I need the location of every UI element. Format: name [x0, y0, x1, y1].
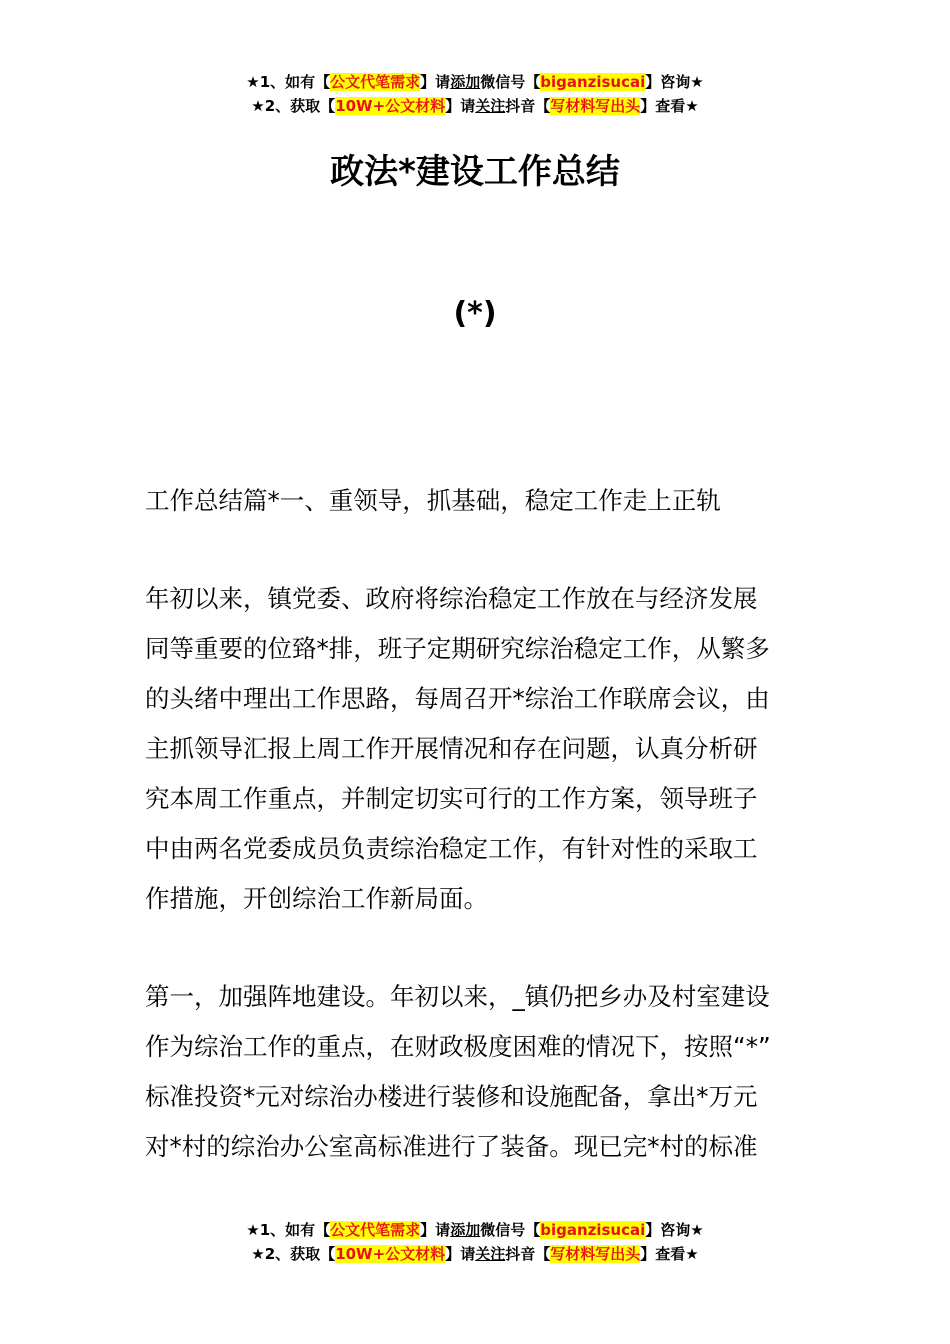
- banner-text: 微信号【: [480, 1221, 541, 1239]
- paragraph-line: 作措施，开创综治工作新局面。: [145, 884, 488, 913]
- banner-underlined-text: 关注: [475, 97, 506, 115]
- banner-text: 抖音【: [505, 97, 551, 115]
- banner-text: 微信号【: [480, 73, 541, 91]
- header-banner: [0, 70, 950, 118]
- paragraph-line: 标准投资*元对综治办楼进行装修和设施配备，拿出*万元: [145, 1082, 758, 1111]
- paragraph-line: 工作总结篇*一、重领导，抓基础，稳定工作走上正轨: [145, 486, 721, 515]
- banner-text: 】请: [445, 1245, 476, 1263]
- banner-text: 】咨询★: [645, 1221, 704, 1239]
- banner-text: 】请: [420, 73, 451, 91]
- paragraph-line: 的头绪中理出工作思路，每周召开*综治工作联席会议，由: [145, 684, 770, 713]
- banner-underlined-text: 添加: [450, 73, 481, 91]
- banner-text: 】查看★: [640, 97, 699, 115]
- banner-highlight: 公文代笔需求: [330, 73, 421, 91]
- banner-highlight: 公文代笔需求: [330, 1221, 421, 1239]
- banner-highlight: 10W+公文材料: [335, 1245, 446, 1263]
- banner-highlight: 10W+公文材料: [335, 97, 446, 115]
- banner-text: 】请: [445, 97, 476, 115]
- document-body: [145, 476, 813, 1220]
- banner-text: ★2、获取【: [251, 1245, 336, 1263]
- banner-text: 抖音【: [505, 1245, 551, 1263]
- banner-text: 】咨询★: [645, 73, 704, 91]
- document-subtitle: (*): [453, 296, 497, 331]
- document-title: 政法*建设工作总结: [330, 152, 620, 192]
- paragraph-line: 究本周工作重点，并制定切实可行的工作方案，领导班子: [145, 784, 758, 813]
- banner-highlight: 写材料写出头: [550, 97, 641, 115]
- banner-underlined-text: 添加: [450, 1221, 481, 1239]
- banner-underlined-text: 关注: [475, 1245, 506, 1263]
- banner-highlight: biganzisucai: [540, 1221, 646, 1239]
- paragraph-line: 作为综治工作的重点，在财政极度困难的情况下，按照“*”: [145, 1032, 771, 1061]
- banner-highlight: 写材料写出头: [550, 1245, 641, 1263]
- footer-banner: [0, 1218, 950, 1266]
- footer-banner-line-2: [0, 1242, 950, 1266]
- paragraph-line: 对*村的综治办公室高标准进行了装备。现已完*村的标准: [145, 1132, 758, 1161]
- paragraph: [145, 972, 813, 1172]
- paragraph-line: 第一，加强阵地建设。年初以来，_镇仍把乡办及村室建设: [145, 982, 770, 1011]
- banner-text: 】查看★: [640, 1245, 699, 1263]
- footer-banner-line-1: [0, 1218, 950, 1242]
- header-banner-line-2: [0, 94, 950, 118]
- paragraph-line: 同等重要的位臵*排，班子定期研究综治稳定工作，从繁多: [145, 634, 770, 663]
- banner-text: ★2、获取【: [251, 97, 336, 115]
- paragraph: [145, 476, 813, 526]
- banner-highlight: biganzisucai: [540, 73, 646, 91]
- paragraph-line: 主抓领导汇报上周工作开展情况和存在问题，认真分析研: [145, 734, 758, 763]
- banner-text: ★1、如有【: [246, 73, 331, 91]
- paragraph-line: 年初以来，镇党委、政府将综治稳定工作放在与经济发展: [145, 584, 758, 613]
- banner-text: 】请: [420, 1221, 451, 1239]
- paragraph-line: 中由两名党委成员负责综治稳定工作，有针对性的采取工: [145, 834, 758, 863]
- header-banner-line-1: [0, 70, 950, 94]
- banner-text: ★1、如有【: [246, 1221, 331, 1239]
- paragraph: [145, 574, 813, 924]
